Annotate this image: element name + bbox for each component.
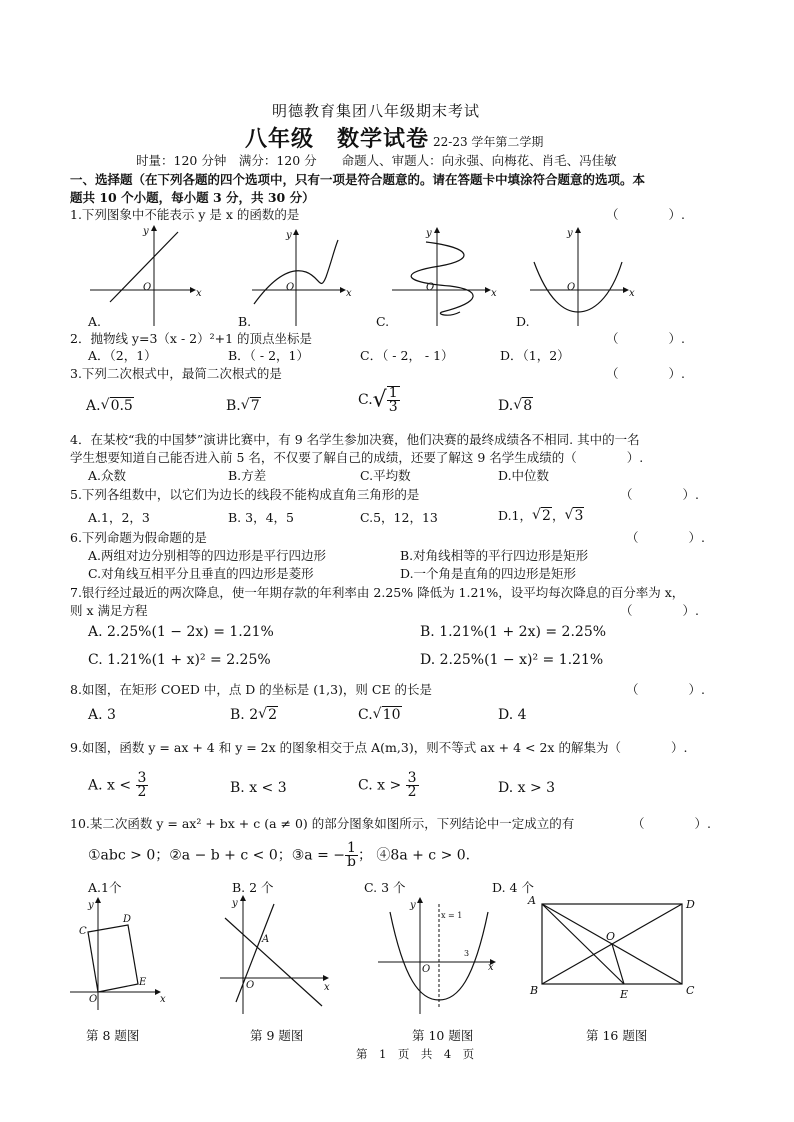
fig9-label-a: A xyxy=(262,934,270,945)
caption-fig8: 第 8 题图 xyxy=(86,1028,140,1043)
fig8-label-c: C xyxy=(79,926,87,937)
q10-frac-num: 1 xyxy=(345,842,358,856)
fig8-label-e: E xyxy=(139,977,147,988)
q5-separator: ， xyxy=(551,508,565,523)
q7-option-c: C. 1.21%(1 + x)² = 2.25% xyxy=(88,652,271,668)
q1c-y-label: y xyxy=(426,228,432,239)
q7-line1: 7.银行经过最近的两次降息，使一年期存款的年利率由 2.25% 降低为 1.21%，设平均每次降息的百分率为 x， xyxy=(70,585,685,600)
q3-frac-den: 3 xyxy=(388,399,398,415)
q3-option-b xyxy=(226,398,261,414)
fig10-origin: O xyxy=(422,964,431,975)
q8-answer-paren: （ ）. xyxy=(626,682,705,697)
exam-info: 时量：120 分钟 满分：120 分 命题人、审题人：向永强、向梅花、肖毛、冯佳敏 xyxy=(136,153,617,168)
q1a-y-label: y xyxy=(143,226,149,237)
q7-option-d: D. 2.25%(1 − x)² = 1.21% xyxy=(420,652,604,668)
q10-frac-den: b xyxy=(347,854,356,870)
q3-stem: 3.下列二次根式中，最简二次根式的是 xyxy=(70,366,282,381)
q3-option-a xyxy=(86,398,134,414)
q3-option-c xyxy=(358,386,400,414)
sqrt-symbol xyxy=(101,398,134,414)
fig10-x-label: x xyxy=(488,962,494,973)
q6-option-a: A.两组对边分别相等的四边形是平行四边形 xyxy=(88,548,327,563)
q1-option-a: A. xyxy=(88,314,102,329)
fig9-lines xyxy=(220,896,330,1014)
q3-label-c: C. xyxy=(358,392,373,408)
q8-radicand-b: 2 xyxy=(268,707,278,723)
q10-option-a: A.1个 xyxy=(88,880,122,895)
q3-radicand-b: 7 xyxy=(250,398,260,414)
q8-label-c: C. xyxy=(358,707,373,723)
q9-option-a xyxy=(88,772,148,799)
q4-line2: 学生想要知道自己能否进入前 5 名，不仅要了解自己的成绩，还要了解这 9 名学生成绩的（ ）. xyxy=(70,450,644,465)
q2-option-c: C．（ - 2， - 1） xyxy=(360,348,454,363)
q9-option-d: D. x > 3 xyxy=(498,780,556,796)
fig16-label-c: C xyxy=(686,984,695,997)
q1-graph-b xyxy=(252,230,352,326)
q5-stem: 5.下列各组数中，以它们为边长的线段不能构成直角三角形的是 xyxy=(70,487,420,502)
q2-stem: 2．抛物线 y=3（x - 2）²+1 的顶点坐标是 xyxy=(70,331,312,346)
q9-stem: 9.如图，函数 y = ax + 4 和 y = 2x 的图象相交于点 A(m,3)，则不等式 ax + 4 < 2x 的解集为（ ）. xyxy=(70,740,688,755)
q2-option-d: D．（1，2） xyxy=(500,348,570,363)
page-title xyxy=(245,122,543,153)
q4-option-b: B.方差 xyxy=(228,468,267,483)
q9-option-b: B. x < 3 xyxy=(230,780,287,796)
caption-fig16: 第 16 题图 xyxy=(586,1028,648,1043)
q10-conds-a: ①abc > 0；②a − b + c < 0；③a = − xyxy=(88,847,345,864)
q4-line1: 4．在某校“我的中国梦”演讲比赛中，有 9 名学生参加决赛，他们决赛的最终成绩各不相同. 其中的一名 xyxy=(70,432,640,447)
fig16-label-e: E xyxy=(620,988,629,1001)
q5-option-c: C.5，12，13 xyxy=(360,510,438,525)
q1a-origin: O xyxy=(143,282,152,293)
fig8-origin: O xyxy=(89,994,98,1005)
fig8-rectangle xyxy=(70,898,166,1010)
q3-label-b: B. xyxy=(226,398,241,414)
q1c-origin: O xyxy=(426,282,435,293)
sqrt-symbol xyxy=(513,398,533,414)
q8-option-a: A. 3 xyxy=(88,707,116,723)
q7-option-b: B. 1.21%(1 + 2x) = 2.25% xyxy=(420,624,607,640)
fig16-label-a: A xyxy=(528,894,536,907)
fig8-x-label: x xyxy=(160,994,166,1005)
q6-option-c: C.对角线互相平分且垂直的四边形是菱形 xyxy=(88,566,314,581)
fig8-y-label: y xyxy=(88,900,94,911)
q3-frac-num: 1 xyxy=(388,385,398,401)
q10-conds-b: ； ④8a + c > 0. xyxy=(357,847,471,864)
q3-fraction xyxy=(387,386,400,414)
q4-option-d: D.中位数 xyxy=(498,468,550,483)
q2-answer-paren: （ ）. xyxy=(606,331,685,346)
sqrt-symbol xyxy=(373,707,402,723)
q1-option-d: D. xyxy=(516,314,530,329)
q1-option-c: C. xyxy=(376,314,390,329)
q8-label-b: B. 2 xyxy=(230,707,259,723)
fig16-label-b: B xyxy=(530,984,539,997)
title-text: 八年级 数学试卷 xyxy=(245,126,430,152)
q8-option-c xyxy=(358,707,402,723)
q9-label-c: C. x > xyxy=(358,777,402,794)
q2-option-b: B．（ - 2，1） xyxy=(228,348,310,363)
q1-graph-c xyxy=(392,228,497,326)
q1d-x-label: x xyxy=(629,288,635,299)
q8-radicand-c: 10 xyxy=(382,707,401,723)
fig16-label-d: D xyxy=(686,898,695,911)
q10-answer-paren: （ ）. xyxy=(632,816,711,831)
q4-option-c: C.平均数 xyxy=(360,468,411,483)
q10-option-d: D. 4 个 xyxy=(492,880,534,895)
q10-option-b: B. 2 个 xyxy=(232,880,274,895)
sqrt-symbol xyxy=(532,509,552,524)
caption-fig9: 第 9 题图 xyxy=(250,1028,304,1043)
q3-answer-paren: （ ）. xyxy=(606,366,685,381)
term-text: 22-23 学年第二学期 xyxy=(433,135,544,149)
q10-option-c: C. 3 个 xyxy=(364,880,406,895)
q1-stem: 1.下列图象中不能表示 y 是 x 的函数的是 xyxy=(70,207,300,222)
fig9-x-label: x xyxy=(324,982,330,993)
q1b-origin: O xyxy=(286,282,295,293)
q1d-y-label: y xyxy=(567,228,573,239)
q8-option-d: D. 4 xyxy=(498,707,527,723)
q1b-x-label: x xyxy=(346,288,352,299)
q2-option-a: A．（2，1） xyxy=(88,348,157,363)
q1d-origin: O xyxy=(567,282,576,293)
fig10-axis-line-label: x = 1 xyxy=(441,911,463,920)
q1-answer-paren: （ ）. xyxy=(606,207,685,222)
fig10-tick-label: 3 xyxy=(464,949,470,958)
q1-graphs xyxy=(70,222,660,332)
sqrt-symbol: √ xyxy=(372,387,387,413)
q3-label-d: D. xyxy=(498,398,514,414)
sqrt-symbol xyxy=(564,509,584,524)
q3-label-a: A. xyxy=(86,398,101,414)
q7-answer-paren: （ ）. xyxy=(620,603,699,618)
q6-answer-paren: （ ）. xyxy=(626,530,705,545)
q5-option-d xyxy=(498,508,584,524)
q8-option-b xyxy=(230,707,278,723)
sqrt-symbol xyxy=(241,398,261,414)
q10-stem: 10.某二次函数 y = ax² + bx + c (a ≠ 0) 的部分图象如图所示，下列结论中一定成立的有 xyxy=(70,816,575,831)
q9-option-c xyxy=(358,772,419,799)
q10-fraction xyxy=(345,842,358,869)
q1-option-b: B. xyxy=(238,314,252,329)
q8-stem: 8.如图，在矩形 COED 中，点 D 的坐标是 (1,3)，则 CE 的长是 xyxy=(70,682,433,697)
q5-option-a: A.1，2，3 xyxy=(88,510,150,525)
q7-option-a: A. 2.25%(1 − 2x) = 1.21% xyxy=(88,624,274,640)
q5-radicand-2: 3 xyxy=(574,508,584,524)
fig10-y-label: y xyxy=(410,900,416,911)
q7-line2: 则 x 满足方程 xyxy=(70,603,148,618)
q3-option-d xyxy=(498,398,533,414)
sqrt-symbol xyxy=(258,707,278,723)
school-title: 明德教育集团八年级期末考试 xyxy=(272,102,481,120)
q10-conditions xyxy=(88,842,470,869)
q1b-y-label: y xyxy=(286,230,292,241)
fig8-label-d: D xyxy=(123,914,132,925)
section-heading-line2: 题共 10 个小题，每小题 3 分，共 30 分） xyxy=(70,190,315,205)
fig10-parabola xyxy=(378,898,495,1014)
q9-fraction-a xyxy=(136,772,149,799)
q5-answer-paren: （ ）. xyxy=(620,487,699,502)
section-heading-line1: 一、选择题（在下列各题的四个选项中，只有一项是符合题意的。请在答题卡中填涂符合题意的选项。本 xyxy=(70,172,646,187)
fig16-rectangle xyxy=(527,894,695,1001)
q9-fraction-c xyxy=(406,772,419,799)
q9-frac-num: 3 xyxy=(137,770,147,786)
q9-frac-den: 2 xyxy=(407,784,417,800)
q3-radicand-d: 8 xyxy=(523,398,533,414)
q3-radicand-a: 0.5 xyxy=(110,398,133,414)
q6-option-b: B.对角线相等的平行四边形是矩形 xyxy=(400,548,589,563)
q5-radicand-1: 2 xyxy=(542,508,551,524)
fig9-y-label: y xyxy=(232,898,238,909)
q1c-x-label: x xyxy=(491,288,497,299)
q5-label-d: D.1， xyxy=(498,508,533,523)
q9-frac-den: 2 xyxy=(137,784,147,800)
q1-graph-d xyxy=(530,228,635,326)
fig9-origin: O xyxy=(246,980,255,991)
fig16-label-o: O xyxy=(606,930,616,943)
page-footer: 第 1 页 共 4 页 xyxy=(356,1047,475,1061)
q9-label-a: A. x < xyxy=(88,777,132,794)
q4-option-a: A.众数 xyxy=(88,468,127,483)
q6-option-d: D.一个角是直角的四边形是矩形 xyxy=(400,566,577,581)
q1a-x-label: x xyxy=(196,288,202,299)
bottom-figures xyxy=(60,890,710,1030)
q1-graph-a xyxy=(90,226,202,326)
q9-frac-num: 3 xyxy=(407,770,417,786)
q5-option-b: B. 3，4，5 xyxy=(228,510,294,525)
q6-stem: 6.下列命题为假命题的是 xyxy=(70,530,207,545)
caption-fig10: 第 10 题图 xyxy=(412,1028,474,1043)
